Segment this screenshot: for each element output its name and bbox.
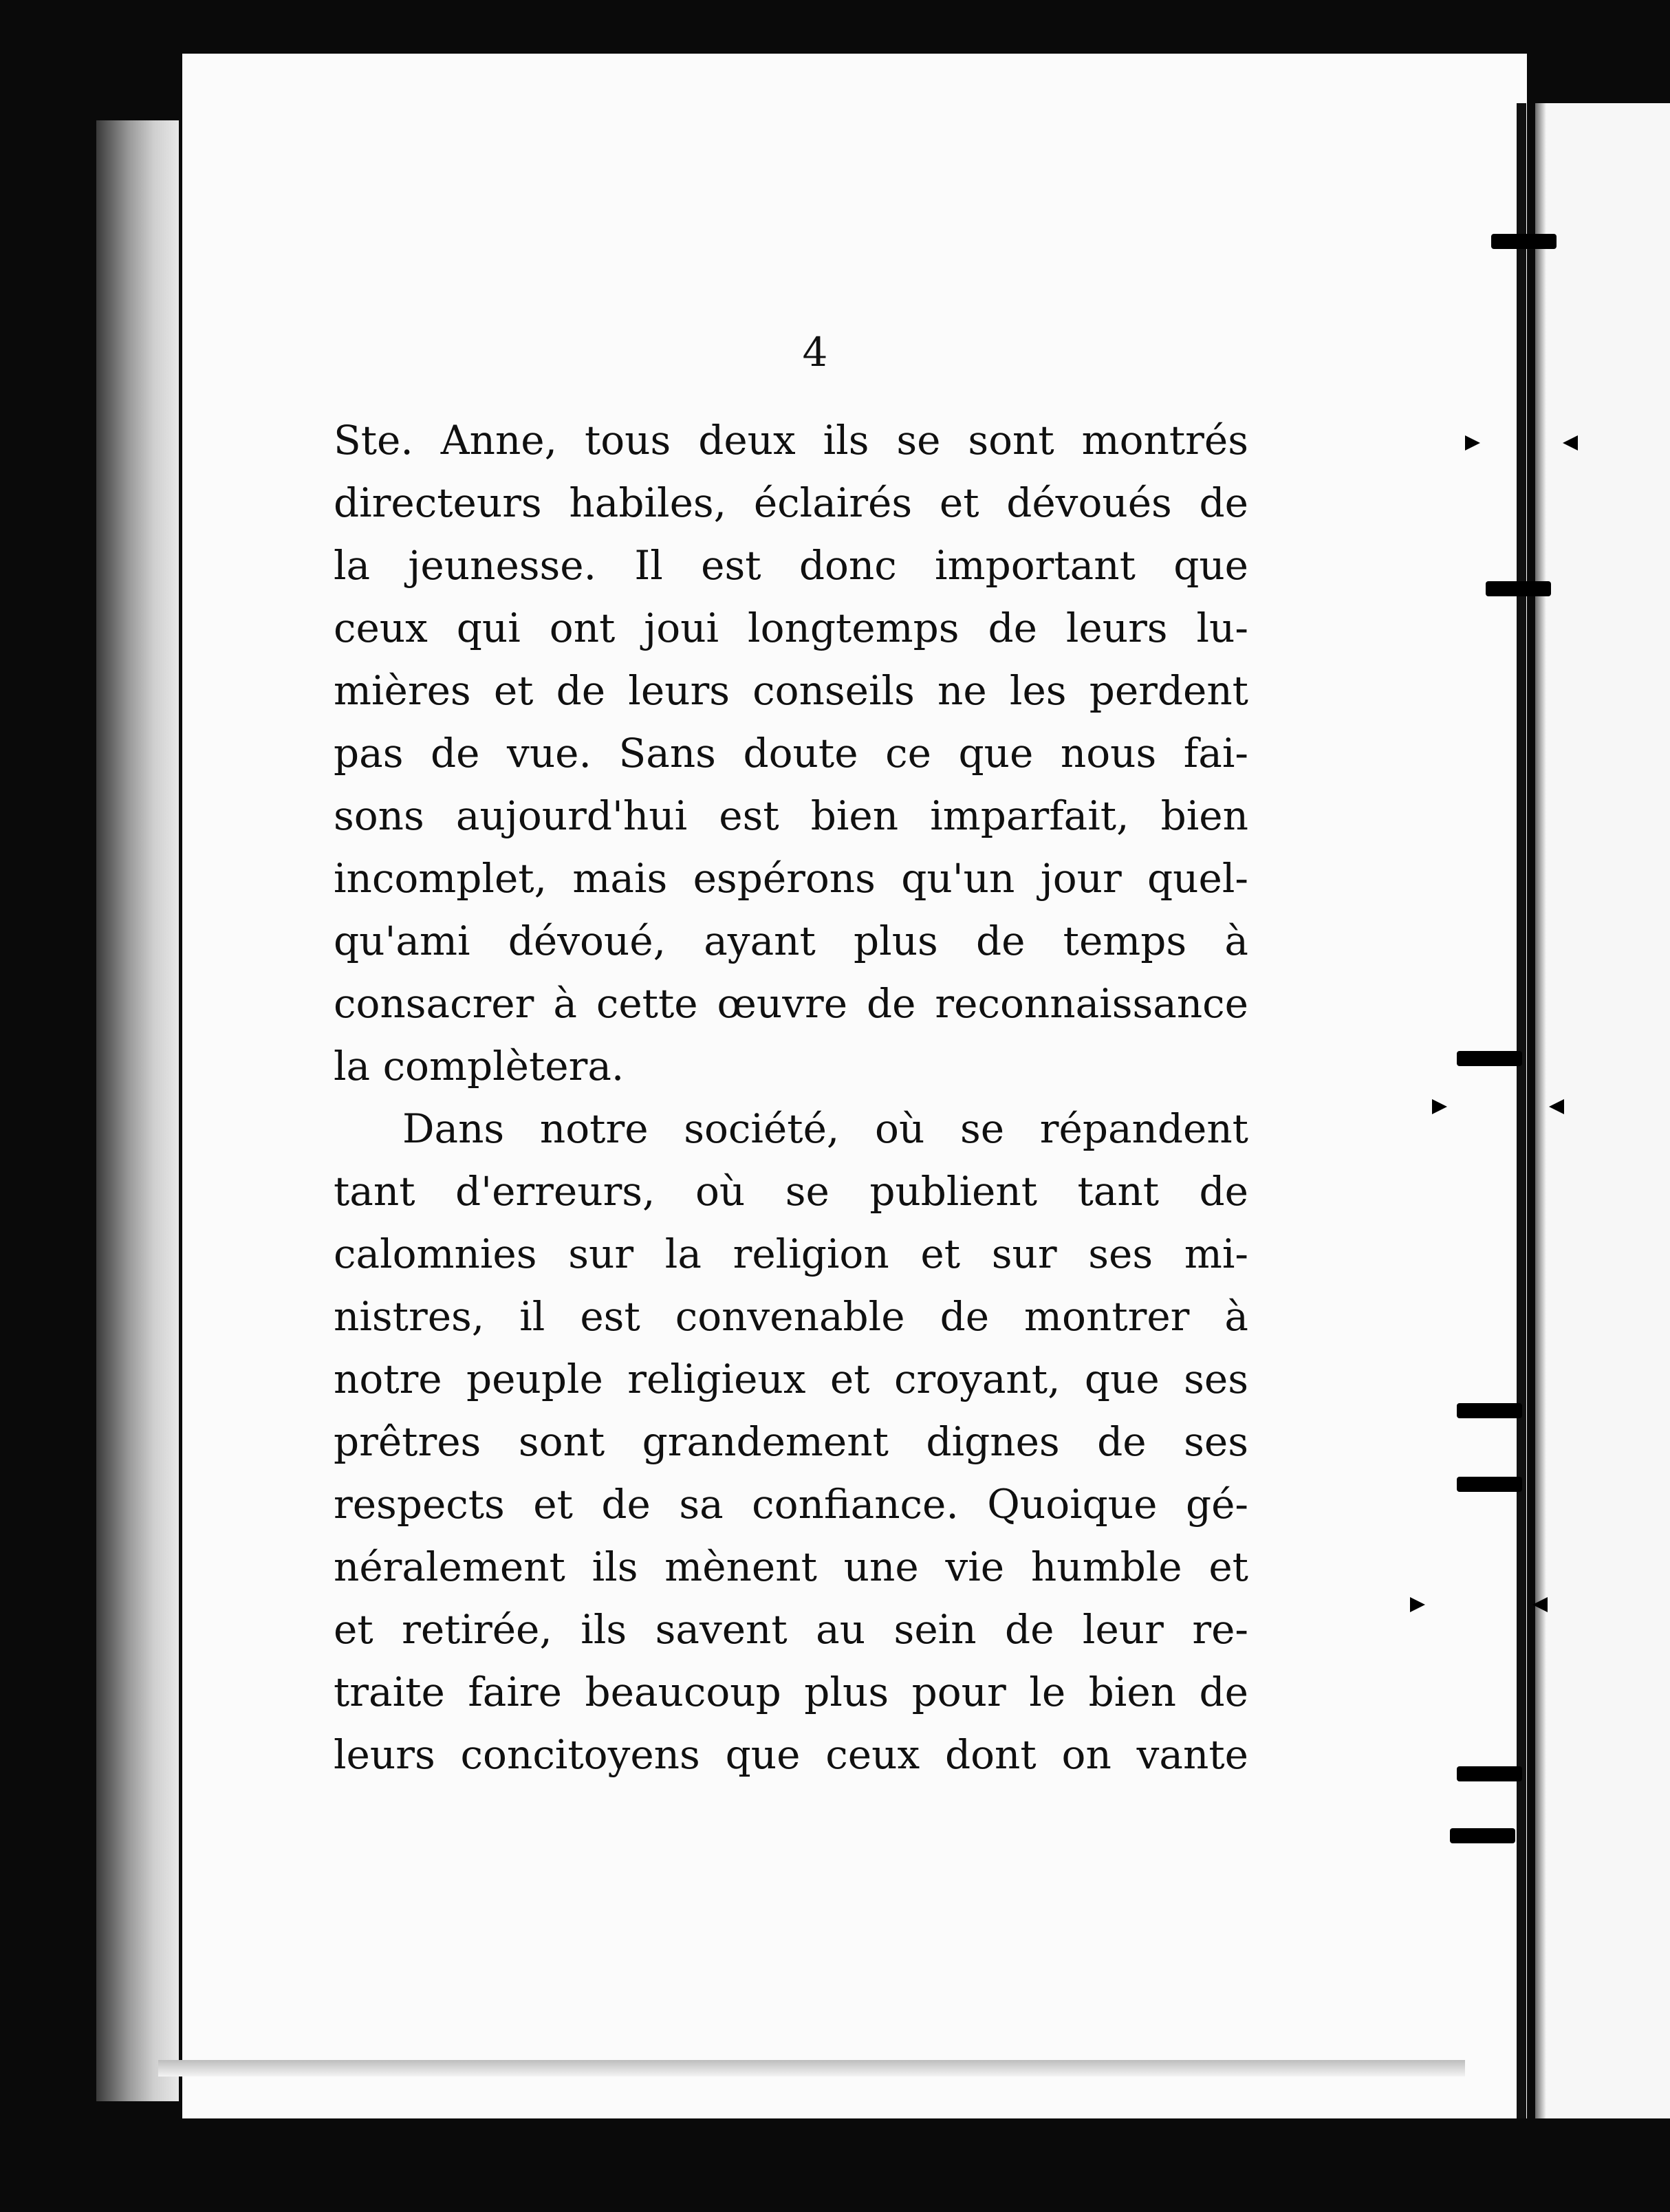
body-text	[334, 409, 1248, 1786]
text-line: ceux qui ont joui longtemps de leurs lu-	[334, 605, 1248, 651]
text-line: la complètera.	[334, 1043, 625, 1089]
text-line: notre peuple religieux et croyant, que ses	[334, 1356, 1248, 1402]
text-line: calomnies sur la religion et sur ses mi-	[334, 1230, 1248, 1277]
text-line: pas de vue. Sans doute ce que nous fai-	[334, 730, 1248, 777]
text-line: sons aujourd'hui est bien imparfait, bien	[334, 792, 1248, 839]
binding-stitch	[1457, 1766, 1522, 1781]
text-line: tant d'erreurs, où se publient tant de	[334, 1168, 1248, 1215]
text-line: prêtres sont grandement dignes de ses	[334, 1418, 1248, 1465]
text-line: Dans notre société, où se répandent	[402, 1105, 1248, 1152]
binding-mark	[1563, 435, 1578, 451]
binding-mark	[1432, 1099, 1447, 1114]
text-line: nistres, il est convenable de montrer à	[334, 1293, 1248, 1340]
text-line: traite faire beaucoup plus pour le bien de	[334, 1669, 1248, 1715]
binding-stitch	[1457, 1051, 1522, 1066]
binding-mark	[1465, 435, 1480, 451]
book-spine	[1517, 103, 1526, 2118]
text-line: qu'ami dévoué, ayant plus de temps à	[334, 918, 1248, 964]
page-number: 4	[802, 329, 828, 376]
text-line: directeurs habiles, éclairés et dévoués de	[334, 479, 1248, 526]
text-line: Ste. Anne, tous deux ils se sont montrés	[334, 417, 1248, 464]
binding-stitch	[1450, 1828, 1515, 1843]
binding-stitch	[1491, 234, 1557, 249]
binding-mark	[1549, 1099, 1564, 1114]
text-line: la jeunesse. Il est donc important que	[334, 542, 1248, 589]
binding-stitch	[1457, 1477, 1522, 1492]
page-bottom-edge	[158, 2060, 1465, 2077]
next-page-shadow	[1535, 103, 1546, 2118]
text-line: incomplet, mais espérons qu'un jour quel-	[334, 855, 1248, 902]
text-line: et retirée, ils savent au sein de leur re-	[334, 1606, 1248, 1653]
binding-mark	[1410, 1597, 1425, 1612]
binding-stitch	[1457, 1403, 1522, 1418]
text-line: néralement ils mènent une vie humble et	[334, 1543, 1248, 1590]
text-line: consacrer à cette œuvre de reconnaissance	[334, 980, 1248, 1027]
text-line: respects et de sa confiance. Quoique gé-	[334, 1481, 1248, 1528]
binding-mark	[1532, 1597, 1548, 1612]
left-binding-edge	[96, 120, 179, 2101]
text-line: leurs concitoyens que ceux dont on vante	[334, 1731, 1248, 1778]
text-line: mières et de leurs conseils ne les perdent	[334, 667, 1248, 714]
binding-stitch	[1486, 581, 1551, 596]
